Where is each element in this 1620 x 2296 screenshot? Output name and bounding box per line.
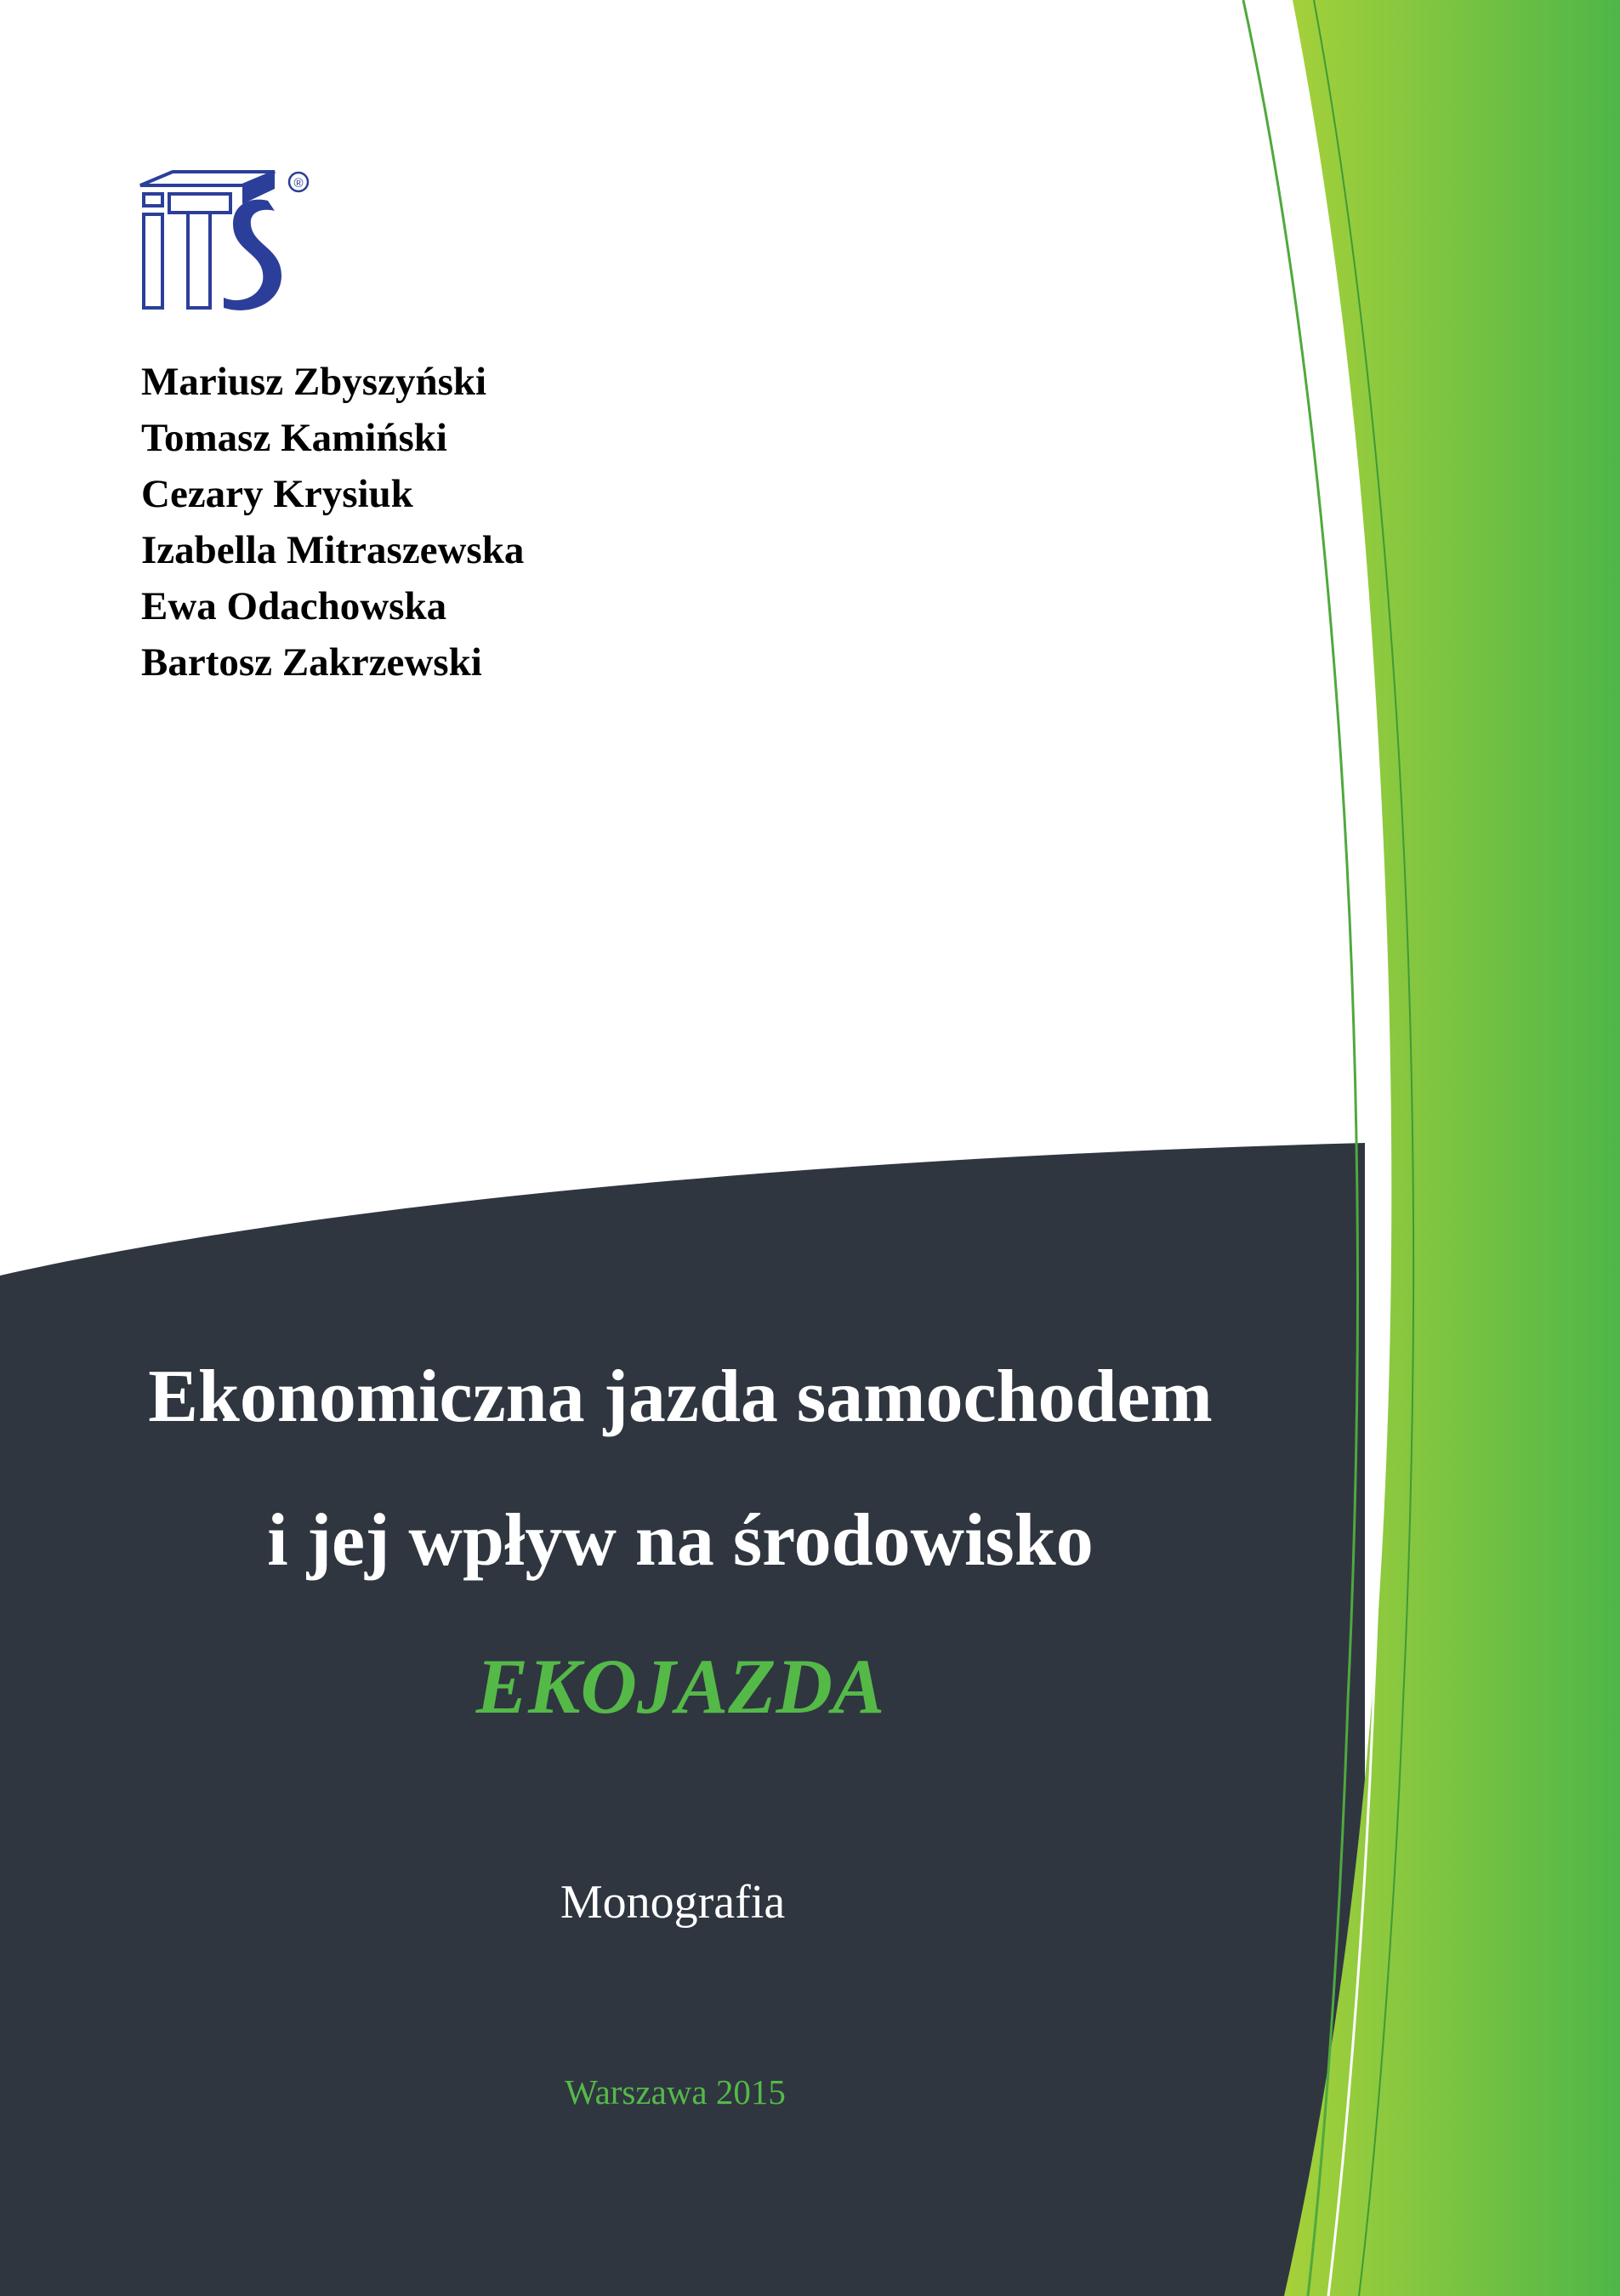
author-list <box>141 354 524 691</box>
author-name: Izabella Mitraszewska <box>141 528 525 572</box>
author-name: Mariusz Zbyszyński <box>141 360 487 404</box>
its-logo <box>139 170 313 313</box>
title-line-1: Ekonomiczna jazda samochodem <box>148 1355 1213 1438</box>
subtitle-monografia: Monografia <box>560 1876 786 1929</box>
place-and-year: Warszawa 2015 <box>565 2072 786 2111</box>
logo-t-stem <box>188 213 210 308</box>
registered-mark: ® <box>293 176 304 190</box>
logo-t-bar <box>169 194 230 213</box>
author-name: Cezary Krysiuk <box>141 472 413 516</box>
author-name: Bartosz Zakrzewski <box>141 640 482 685</box>
logo-i-dot <box>144 194 162 206</box>
title-ekojazda: EKOJAZDA <box>475 1643 885 1730</box>
title-line-2: i jej wpływ na środowisko <box>267 1499 1094 1582</box>
author-name: Tomasz Kamiński <box>141 416 447 460</box>
author-name: Ewa Odachowska <box>141 584 447 628</box>
logo-i-stem <box>144 214 162 308</box>
logo-s <box>224 200 281 310</box>
